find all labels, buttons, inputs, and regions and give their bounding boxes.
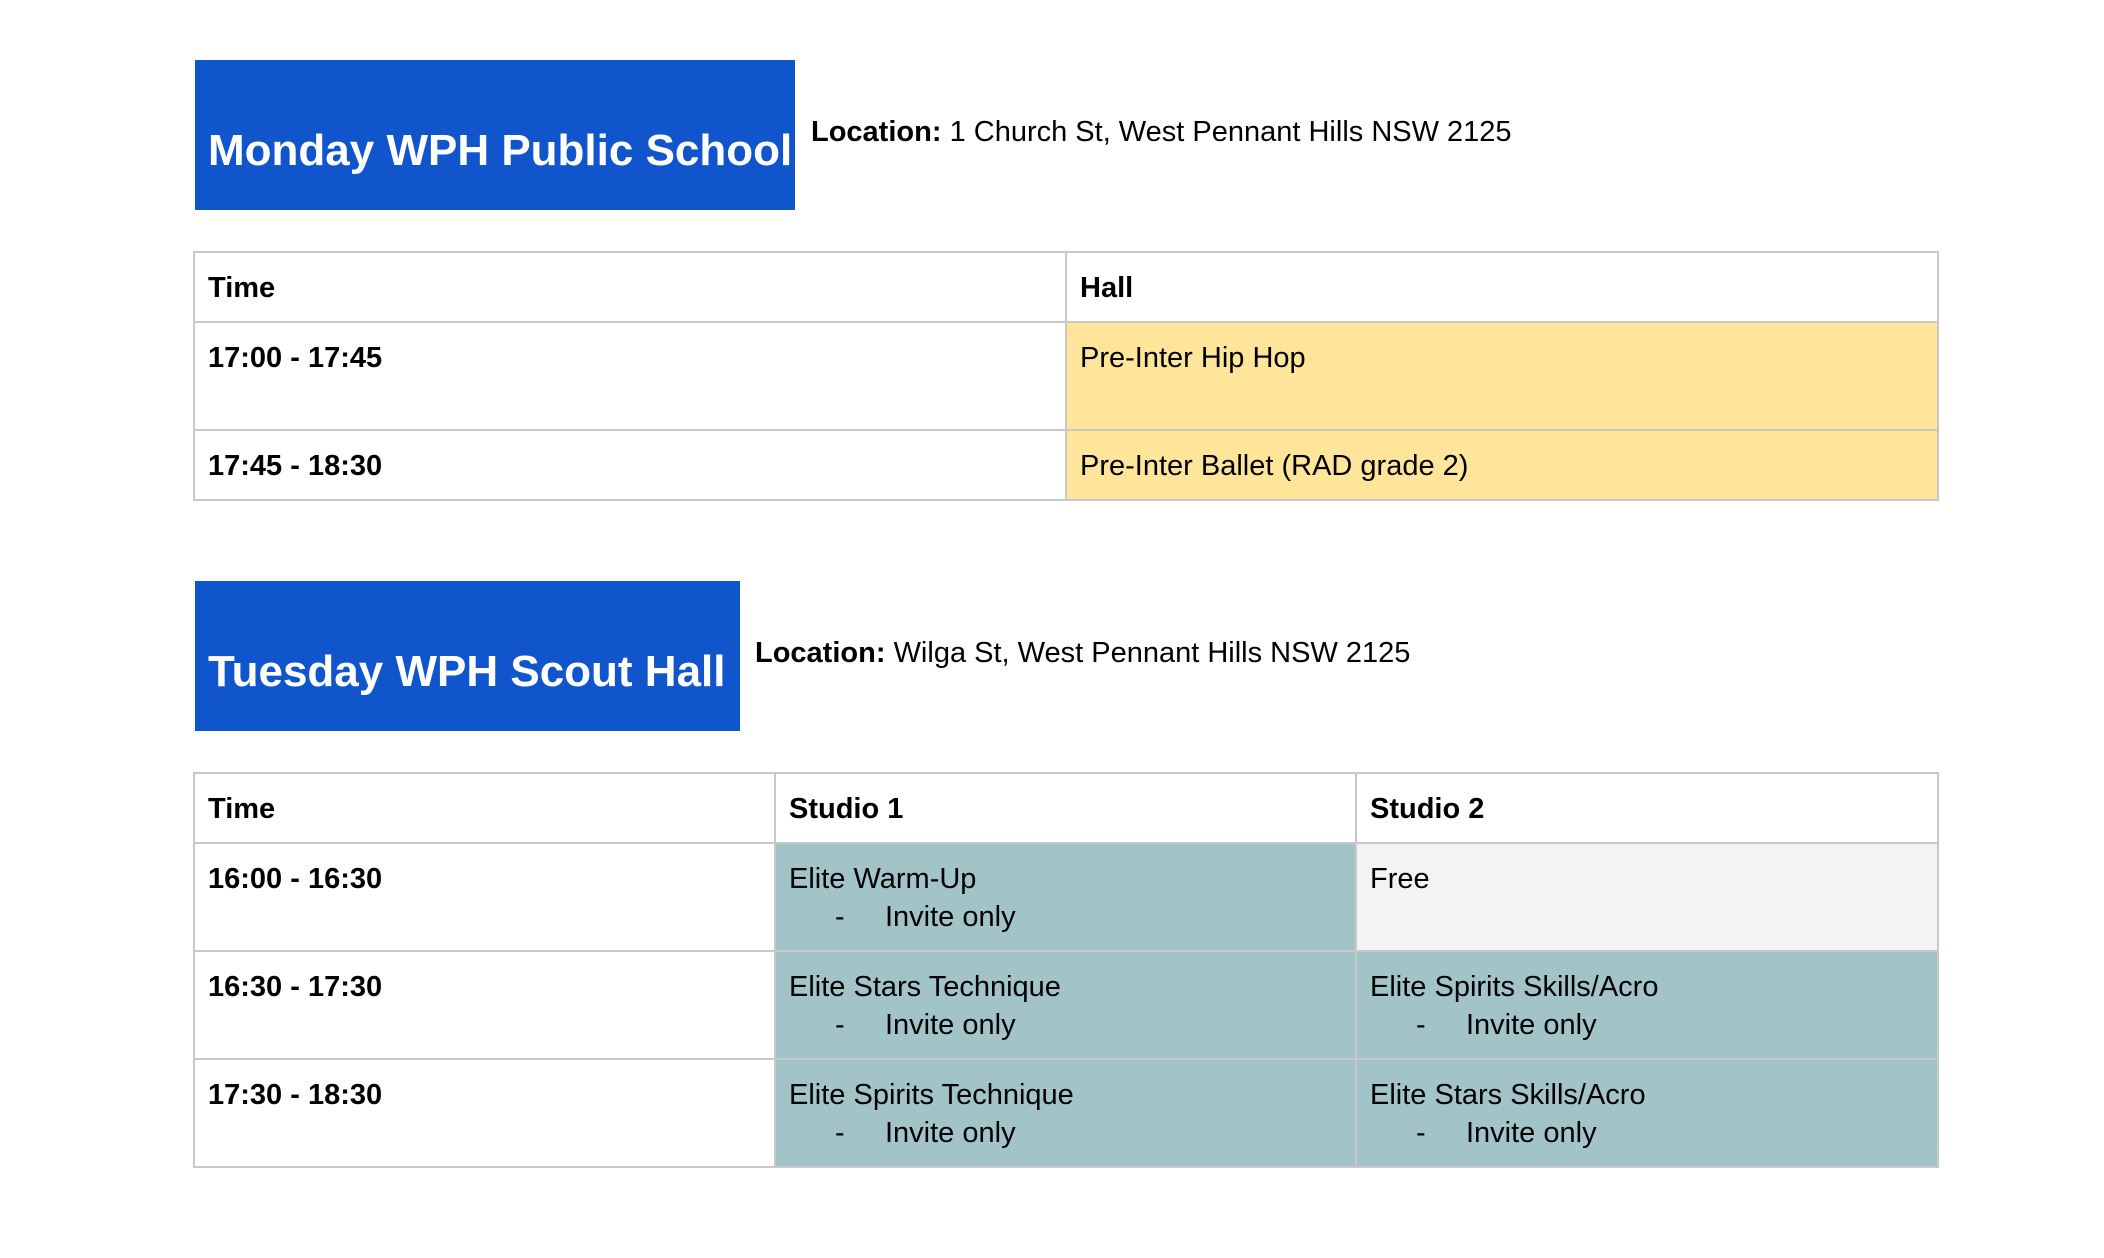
location-label: Location: [755,637,886,669]
class-cell [1356,951,1938,1059]
table-row [194,1059,1938,1167]
class-note [789,898,1342,936]
dash-bullet: - [835,1009,845,1041]
tuesday-heading-text: Tuesday WPH Scout Hall [208,647,726,696]
table-row [194,430,1938,500]
class-cell [1356,1059,1938,1167]
monday-location [811,116,1512,149]
class-name: Elite Stars Technique [789,971,1061,1003]
table-header-row [194,252,1938,322]
class-name: Elite Stars Skills/Acro [1370,1079,1646,1111]
table-row [194,843,1938,951]
monday-heading [195,60,795,210]
class-cell [775,1059,1356,1167]
note-text: Invite only [885,1117,1016,1149]
time-cell: 17:00 - 17:45 [194,322,1066,430]
time-cell: 16:30 - 17:30 [194,951,775,1059]
time-cell: 16:00 - 16:30 [194,843,775,951]
monday-schedule-table [193,251,1939,501]
tuesday-schedule-table [193,772,1939,1168]
location-address: 1 Church St, West Pennant Hills NSW 2125 [949,116,1512,148]
location-label: Location: [811,116,942,148]
dash-bullet: - [1416,1117,1426,1149]
class-name: Elite Spirits Skills/Acro [1370,971,1659,1003]
dash-bullet: - [835,901,845,933]
class-name: Free [1370,863,1430,895]
note-text: Invite only [1466,1009,1597,1041]
dash-bullet: - [835,1117,845,1149]
tuesday-location [755,637,1410,670]
class-note [789,1114,1342,1152]
header-studio-2: Studio 2 [1356,773,1938,843]
header-studio-1: Studio 1 [775,773,1356,843]
header-time: Time [194,773,775,843]
class-note [789,1006,1342,1044]
table-header-row [194,773,1938,843]
location-address: Wilga St, West Pennant Hills NSW 2125 [893,637,1411,669]
class-name: Elite Warm-Up [789,863,977,895]
time-cell: 17:30 - 18:30 [194,1059,775,1167]
table-row [194,951,1938,1059]
table-row [194,322,1938,430]
tuesday-heading [195,581,740,731]
class-note [1370,1006,1924,1044]
time-cell: 17:45 - 18:30 [194,430,1066,500]
class-name: Elite Spirits Technique [789,1079,1074,1111]
class-note [1370,1114,1924,1152]
class-cell: Pre-Inter Ballet (RAD grade 2) [1066,430,1938,500]
dash-bullet: - [1416,1009,1426,1041]
note-text: Invite only [885,1009,1016,1041]
header-hall: Hall [1066,252,1938,322]
header-time: Time [194,252,1066,322]
class-cell [775,951,1356,1059]
class-cell [1356,843,1938,951]
class-cell [775,843,1356,951]
note-text: Invite only [1466,1117,1597,1149]
class-cell: Pre-Inter Hip Hop [1066,322,1938,430]
monday-heading-text: Monday WPH Public School [208,126,793,175]
note-text: Invite only [885,901,1016,933]
